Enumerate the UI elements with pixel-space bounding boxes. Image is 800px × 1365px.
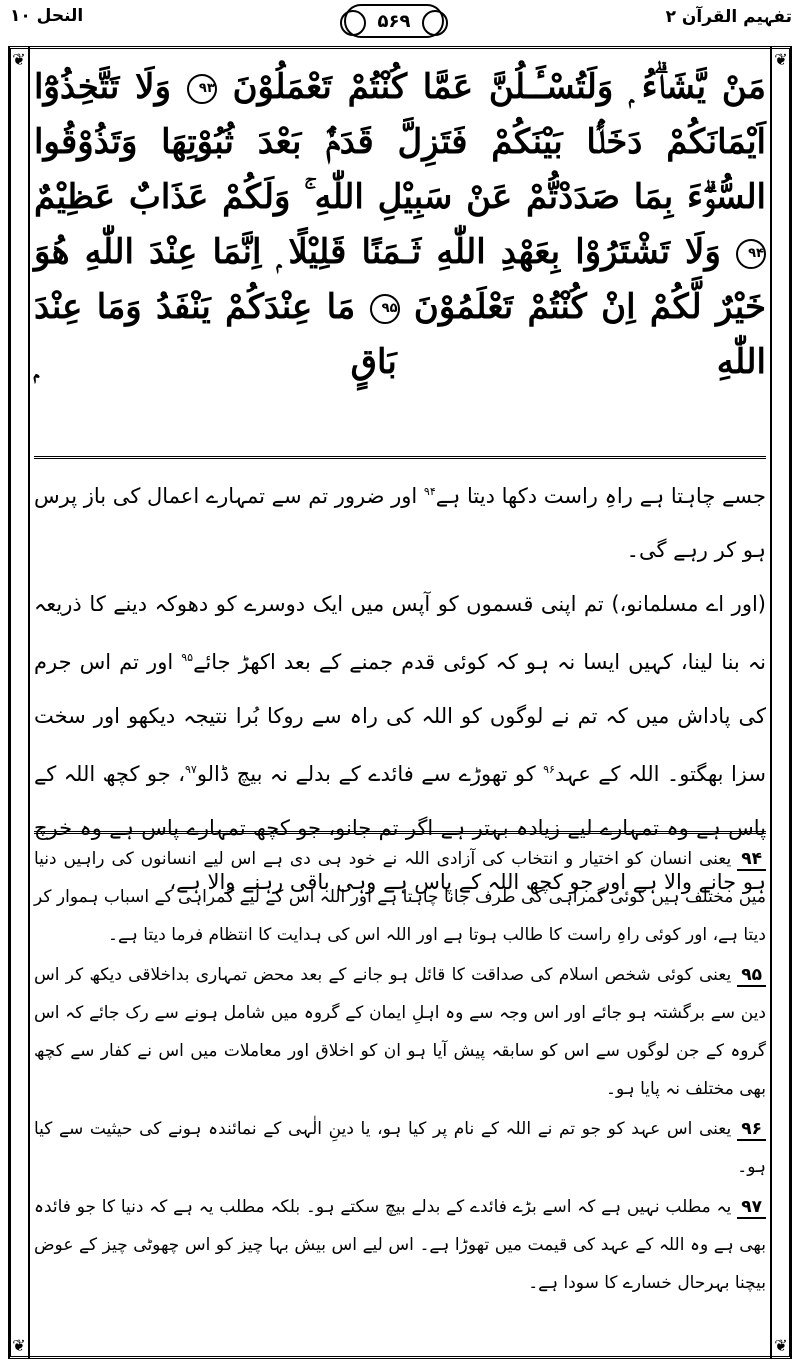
footnote-ref: ۹۷ bbox=[184, 763, 197, 776]
ornament-icon: ❦ bbox=[774, 50, 788, 69]
footnote-ref: ۹۴ bbox=[423, 485, 436, 498]
verse-number-marker: ۹۳ bbox=[187, 74, 217, 104]
footnote bbox=[34, 1188, 766, 1302]
translation-text: ، جو کچھ اللہ کے پاس ہے وہ تمہارے لیے زیادہ بہتر ہے اگر تم جانو، جو کچھ تمہارے پاس ہے وہ خرچ ہو جانے والا ہے اور جو کچھ اللہ کے پاس ہے وہی باقی رہنے والا ہے، bbox=[34, 762, 766, 894]
footnote bbox=[34, 840, 766, 954]
right-border-column bbox=[770, 46, 792, 1359]
verse-text: مَا عِنْدَكُمْ يَنْفَدُ وَمَا عِنْدَ اللّٰهِ بَاقٍ ۭ bbox=[34, 287, 766, 382]
footnote-text: یعنی انسان کو اختیار و انتخاب کی آزادی اللہ نے خود ہی دی ہے اس لیے انسانوں کی راہیں دنیا میں مختلف ہیں کوئی گمراہی کی طرف جانا چاہتا ہے اور اللہ اس کے لیے گمراہی کے اسباب ہموار کر دیتا ہے، اور کوئی راہِ راست کا طالب ہوتا ہے اور اللہ اس کی ہدایت کا انتظام فرما دیتا ہے۔ bbox=[34, 849, 766, 945]
footnote-number: ۹۶ bbox=[737, 1119, 766, 1141]
translation-text: (اور اے مسلمانو،) تم اپنی قسموں کو آپس میں ایک دوسرے کو دھوکہ دینے کا ذریعہ نہ بنا لینا، کہیں ایسا نہ ہو کہ کوئی قدم جمنے کے بعد اکھڑ جائے bbox=[34, 592, 766, 674]
translation-text: اور ضرور تم سے تمہارے اعمال کی باز پرس ہو کر رہے گی۔ bbox=[34, 484, 766, 562]
page-number: ۵۶۹ bbox=[344, 4, 444, 38]
urdu-translation bbox=[34, 465, 766, 894]
book-title: تفہیم القرآن ۲ bbox=[665, 7, 792, 27]
footnote-number: ۹۴ bbox=[737, 849, 766, 871]
section-divider bbox=[34, 456, 766, 459]
ornament-icon: ❦ bbox=[12, 50, 26, 69]
footnote-number: ۹۵ bbox=[737, 965, 766, 987]
translation-paragraph bbox=[34, 465, 766, 577]
footnote-text: یعنی کوئی شخص اسلام کی صداقت کا قائل ہو جانے کے بعد محض تمہاری بداخلاقی دیکھ کر اس دین سے برگشتہ ہو جائے اور اس وجہ سے وہ اہلِ ایمان کے گروہ میں شامل ہونے سے رک جائے کہ اس گروہ کے جن لوگوں سے اس کو سابقہ پیش آیا ہو ان کو اخلاق اور معاملات میں اس نے کفار سے کچھ بھی مختلف نہ پایا ہو۔ bbox=[34, 965, 766, 1099]
ornament-icon: ❦ bbox=[12, 1336, 26, 1355]
footnote-text: یعنی اس عہد کو جو تم نے اللہ کے نام پر کیا ہو، یا دینِ الٰہی کے نمائندہ ہونے کی حیثیت سے کیا ہو۔ bbox=[34, 1119, 766, 1177]
left-border-column bbox=[8, 46, 30, 1359]
verse-number-marker: ۹۴ bbox=[736, 239, 766, 269]
page-content bbox=[34, 60, 766, 1304]
verse-text: مَنْ يَّشَاۗءُ ۭ وَلَتُسْـَٔـلُنَّ عَمَّا كُنْتُمْ تَعْمَلُوْنَ bbox=[232, 67, 766, 107]
verse-text: وَلَا تَتَّخِذُوْٓا اَيْمَانَكُمْ دَخَلًۢا بَيْنَكُمْ فَتَزِلَّ قَدَمٌۢ بَعْدَ ثُبُوْتِهَا وَتَذُوْقُوا السُّوْۗءَ بِمَا صَدَدْتُّمْ عَنْ سَبِيْلِ اللّٰهِ ۚ وَلَكُمْ عَذَابٌ عَظِيْمٌ bbox=[34, 67, 766, 217]
footnotes bbox=[34, 840, 766, 1302]
ornament-icon: ❦ bbox=[774, 1336, 788, 1355]
footnote bbox=[34, 1110, 766, 1186]
footnote-ref: ۹۶ bbox=[543, 763, 555, 776]
arabic-verses bbox=[34, 60, 766, 450]
footnote-ref: ۹۵ bbox=[181, 651, 194, 664]
verse-text: وَلَا تَشْتَرُوْا بِعَهْدِ اللّٰهِ ثَـمَنًا قَلِيْلًا ۭ اِنَّمَا عِنْدَ اللّٰهِ هُوَ خَيْرٌ لَّكُمْ اِنْ كُنْتُمْ تَعْلَمُوْنَ bbox=[34, 232, 767, 327]
surah-name: النحل ۱۰ bbox=[10, 6, 84, 26]
translation-text: اور تم اس جرم کی پاداش میں کہ تم نے لوگوں کو اللہ کی راہ سے روکا بُرا نتیجہ دیکھو اور سخت سزا بھگتو۔ اللہ کے عہد bbox=[34, 650, 766, 786]
translation-text: کو تھوڑے سے فائدے کے بدلے نہ بیچ ڈالو bbox=[196, 762, 536, 786]
footnote-text: یہ مطلب نہیں ہے کہ اسے بڑے فائدے کے بدلے بیچ سکتے ہو۔ بلکہ مطلب یہ ہے کہ دنیا کا جو فائدہ بھی ہے وہ اللہ کے عہد کی قیمت میں تھوڑا ہے۔ اس لیے اس بیش بہا چیز کو اس چھوٹی چیز کے عوض بیچنا بہرحال خسارے کا سودا ہے۔ bbox=[34, 1197, 766, 1293]
footnote-number: ۹۷ bbox=[737, 1197, 766, 1219]
translation-text: جسے چاہتا ہے راہِ راست دکھا دیتا ہے bbox=[435, 484, 766, 508]
verse-number-marker: ۹۵ bbox=[370, 294, 400, 324]
footnote bbox=[34, 956, 766, 1108]
